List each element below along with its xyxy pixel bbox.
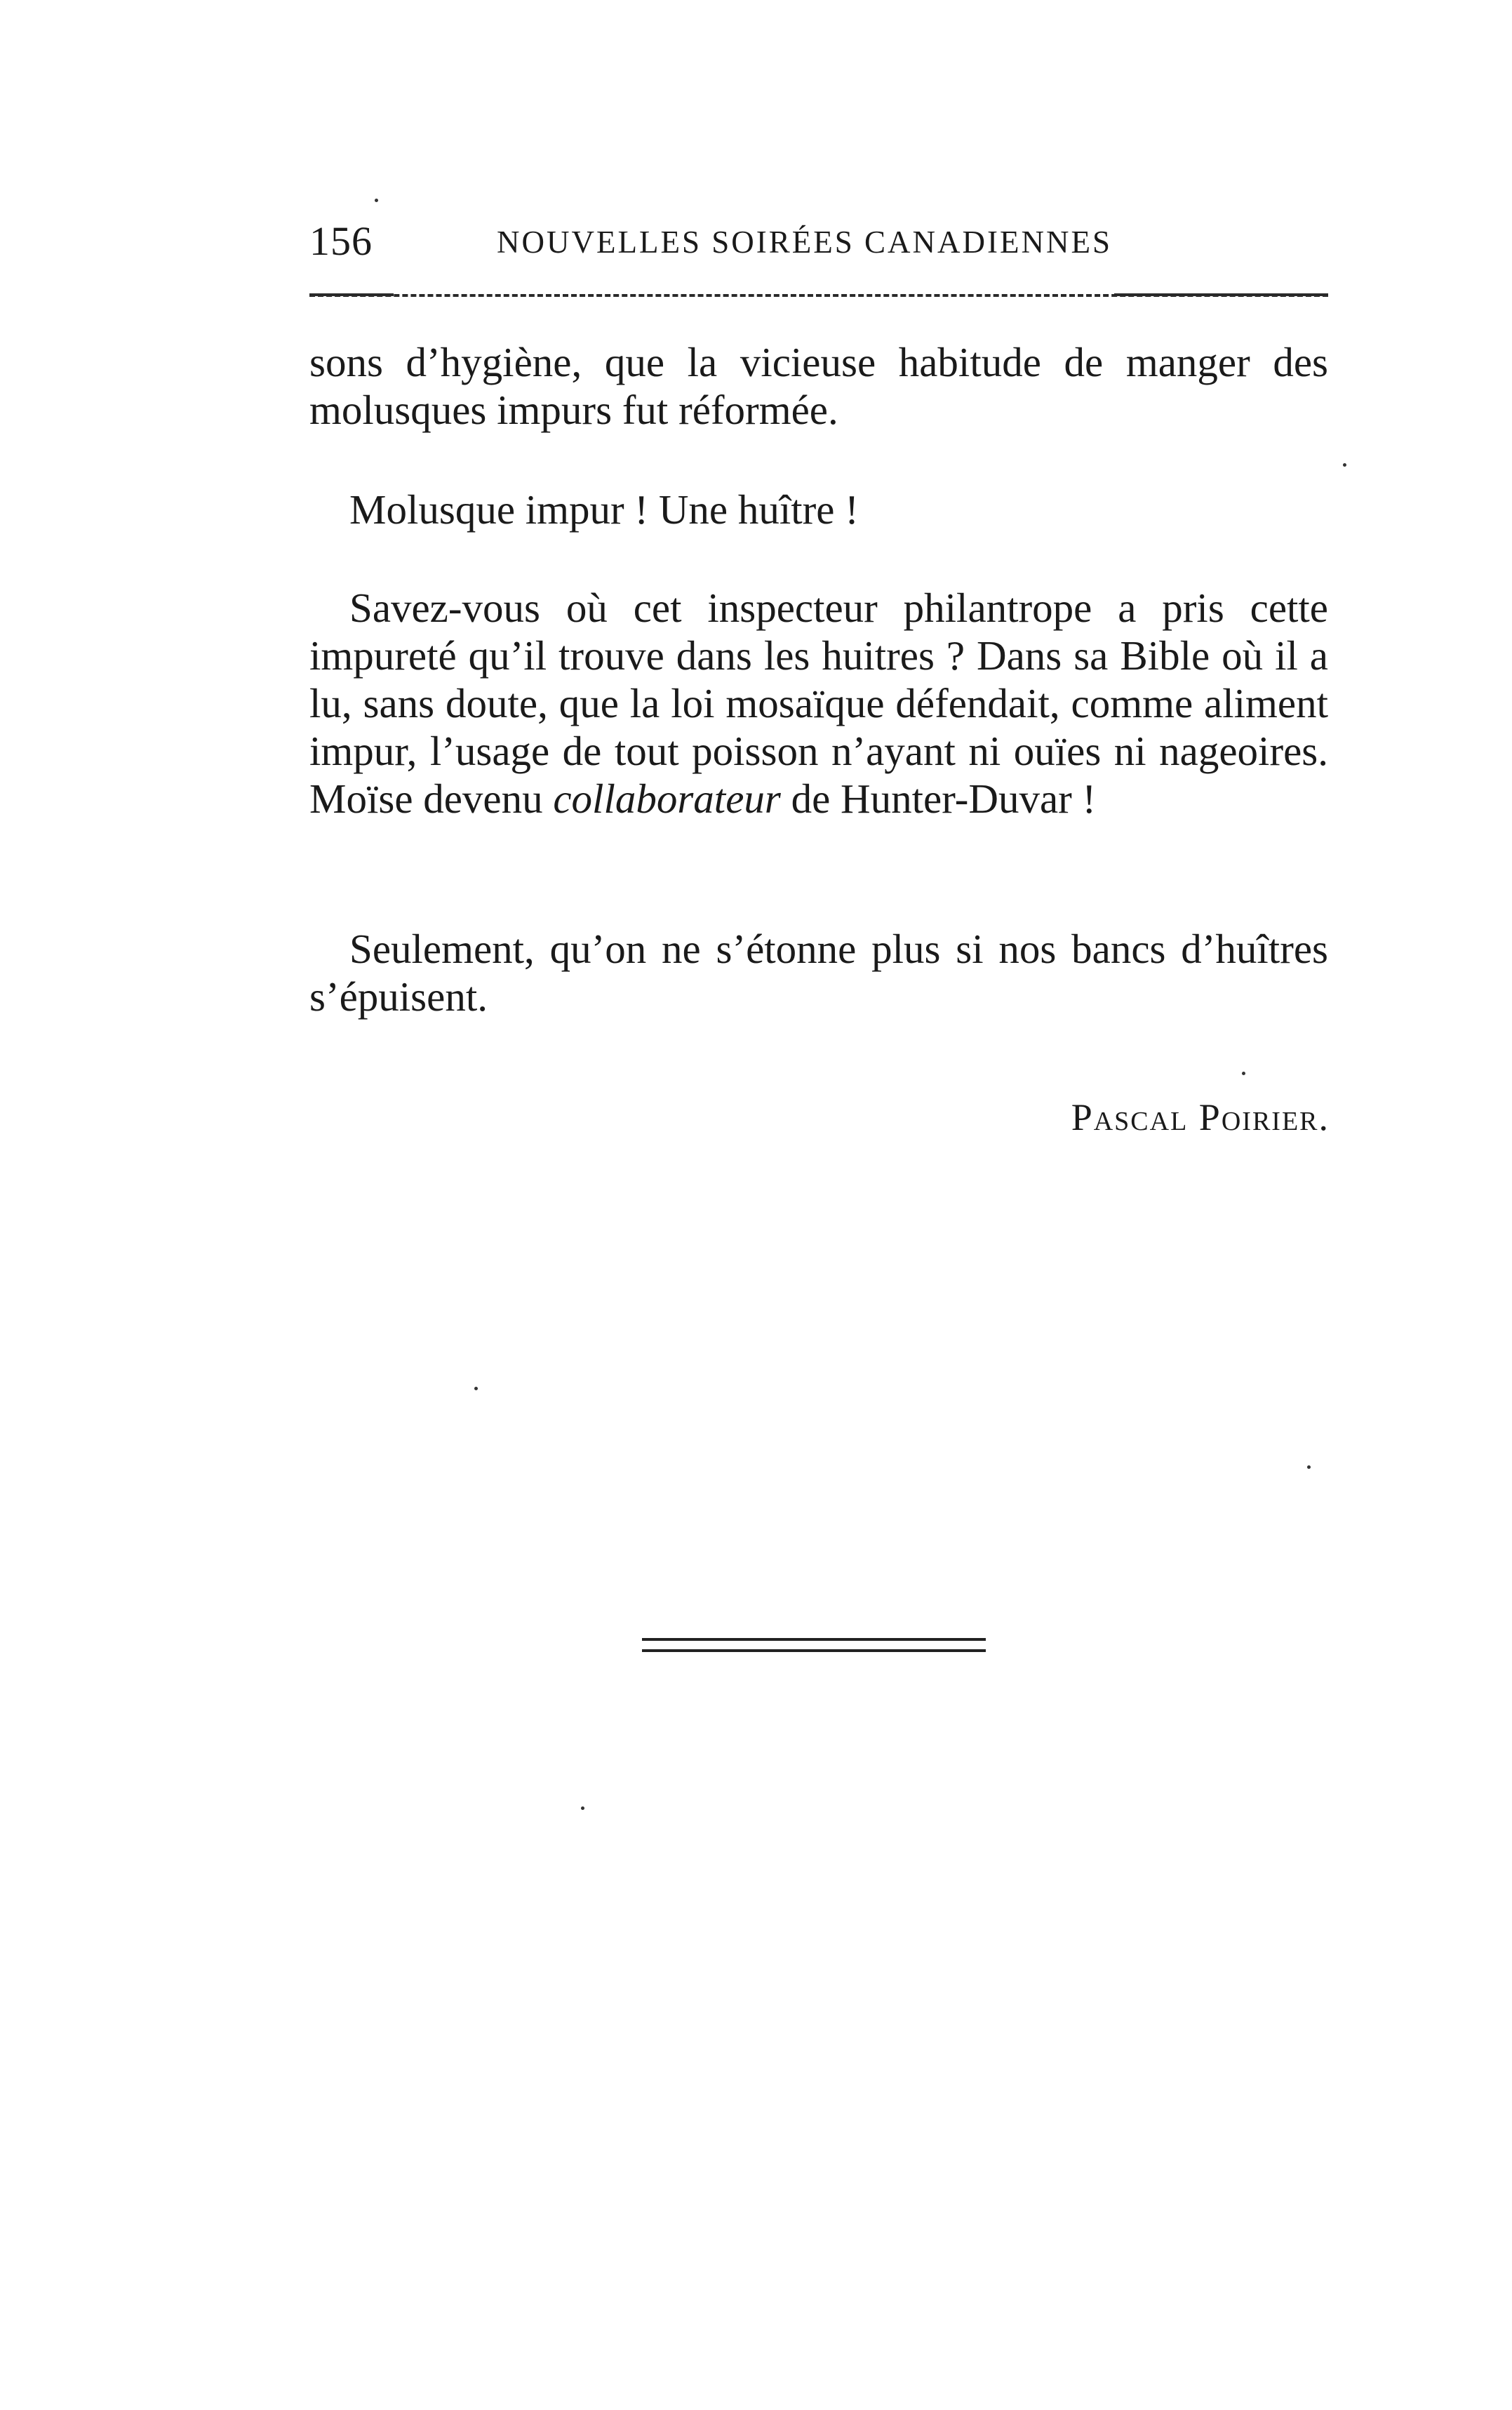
running-title: NOUVELLES SOIRÉES CANADIENNES <box>497 225 1112 260</box>
print-speck <box>581 1806 584 1810</box>
header-rule-left-segment <box>309 293 394 296</box>
print-speck <box>375 199 378 202</box>
print-speck <box>474 1387 478 1390</box>
paragraph-text: sons d’hygiène, que la vicieuse habitude de manger des molusques impurs fut réformée. <box>309 339 1328 433</box>
header-rule-right-segment <box>1114 293 1328 296</box>
paragraph-exclamation <box>309 486 1328 533</box>
emphasized-word: collaborateur <box>553 775 781 822</box>
paragraph-text: Savez-vous où cet inspecteur philantrope a pris cette impureté qu’il trouve dans les huitres ? Dans sa Bible où il a lu, sans doute, que la loi mosaïque défendait, comme aliment impur, l’usage de tout poisson n’ayant ni ouïes ni nageoires. Moïse devenu <box>309 585 1328 822</box>
paragraph-text: Seulement, qu’on ne s’étonne plus si nos bancs d’huîtres s’épuisent. <box>309 926 1328 1020</box>
print-speck <box>1242 1072 1245 1075</box>
paragraph-continuation <box>309 338 1328 434</box>
print-speck <box>1307 1465 1311 1469</box>
end-rule-top <box>642 1638 986 1641</box>
page-number: 156 <box>309 218 373 264</box>
author-signature: Pascal Poirier. <box>1071 1096 1330 1138</box>
print-speck <box>1343 463 1346 467</box>
paragraph-text-end: de Hunter-Duvar ! <box>780 775 1097 822</box>
end-rule-bottom <box>642 1649 986 1652</box>
paragraph-question <box>309 584 1328 823</box>
paragraph-text: Molusque impur ! Une huître ! <box>349 486 859 533</box>
paragraph-conclusion <box>309 925 1328 1020</box>
